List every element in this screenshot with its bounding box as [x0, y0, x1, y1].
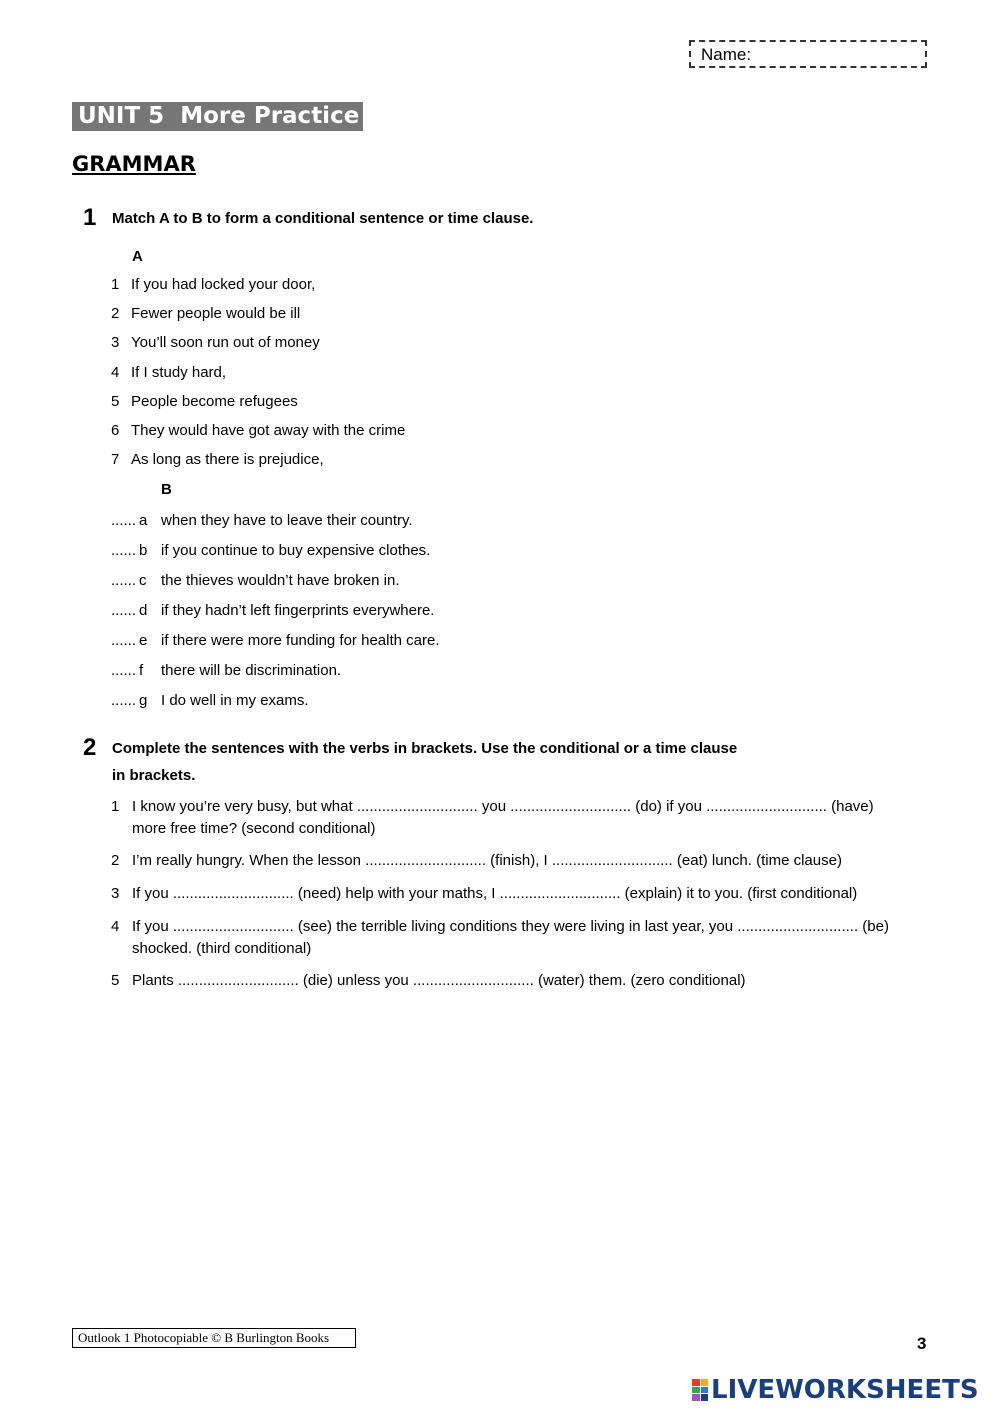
answer-blank[interactable]: ...... [111, 632, 137, 649]
item-text: If you ............................. (see) the terrible living conditions they were living in last year, you ............................. (be) shocked. (third conditional) [132, 918, 889, 957]
item-number: 1 [111, 798, 120, 815]
item-text: when they have to leave their country. [161, 512, 413, 529]
item-number: 3 [111, 334, 120, 351]
section-heading: GRAMMAR [72, 152, 196, 176]
item-text: if there were more funding for health care. [161, 632, 440, 649]
answer-blank[interactable]: ...... [111, 512, 137, 529]
sentence-item [111, 796, 901, 840]
answer-blank[interactable]: ...... [111, 662, 137, 679]
column-a-heading: A [132, 248, 143, 265]
item-number: 4 [111, 364, 120, 381]
item-number: 5 [111, 393, 120, 410]
item-text: I’m really hungry. When the lesson ............................. (finish), I ............................. (eat) lunch. (time clause) [132, 852, 842, 869]
item-text: If you ............................. (need) help with your maths, I ............................. (explain) it to you. (first conditional) [132, 885, 858, 902]
exercise-2-number: 2 [83, 734, 97, 761]
answer-blank[interactable]: ...... [111, 602, 137, 619]
item-text: the thieves wouldn’t have broken in. [161, 572, 400, 589]
item-number: 5 [111, 972, 120, 989]
exercise-2-instruction-line1: Complete the sentences with the verbs in brackets. Use the conditional or a time clause [112, 740, 738, 757]
item-text: People become refugees [131, 393, 298, 410]
item-text: if you continue to buy expensive clothes. [161, 542, 431, 559]
item-text: As long as there is prejudice, [131, 451, 324, 468]
exercise-1-number: 1 [83, 204, 97, 231]
item-number: 3 [111, 885, 120, 902]
item-text: Fewer people would be ill [131, 305, 301, 322]
item-text: Plants ............................. (die) unless you ............................. (water) them. (zero conditional) [132, 972, 746, 989]
answer-blank[interactable]: ...... [111, 542, 137, 559]
answer-blank[interactable]: ...... [111, 692, 137, 709]
sentence-item [111, 883, 901, 905]
item-number: 6 [111, 422, 120, 439]
unit-title: UNIT 5 More Practice [72, 102, 363, 131]
exercise-1-instruction: Match A to B to form a conditional sentence or time clause. [112, 210, 534, 227]
item-number: 2 [111, 852, 120, 869]
column-b-heading: B [161, 481, 172, 498]
item-text: If I study hard, [131, 364, 227, 381]
item-text: if they hadn’t left fingerprints everywhere. [161, 602, 435, 619]
item-letter: f [139, 662, 144, 679]
item-number: 7 [111, 451, 120, 468]
copyright-notice: Outlook 1 Photocopiable © B Burlington Books [72, 1328, 356, 1348]
item-letter: g [139, 692, 148, 709]
item-letter: c [139, 572, 147, 589]
item-letter: e [139, 632, 148, 649]
item-number: 4 [111, 918, 120, 935]
name-label: Name: [701, 45, 752, 64]
item-number: 2 [111, 305, 120, 322]
sentence-item [111, 916, 901, 960]
item-letter: b [139, 542, 148, 559]
item-text: You’ll soon run out of money [131, 334, 320, 351]
liveworksheets-logo[interactable] [692, 1374, 979, 1406]
item-text: I do well in my exams. [161, 692, 309, 709]
page-number: 3 [917, 1334, 927, 1353]
sentence-item [111, 850, 901, 872]
exercise-2-instruction-line2: in brackets. [112, 767, 196, 784]
sentence-item [111, 970, 901, 992]
item-letter: a [139, 512, 148, 529]
item-number: 1 [111, 276, 120, 293]
brand-name: LIVEWORKSHEETS [711, 1375, 979, 1405]
item-text: there will be discrimination. [161, 662, 342, 679]
item-text: They would have got away with the crime [131, 422, 406, 439]
item-text: If you had locked your door, [131, 276, 316, 293]
liveworksheets-icon [692, 1379, 708, 1401]
item-letter: d [139, 602, 148, 619]
item-text: I know you’re very busy, but what ............................. you ............................. (do) if you ............................. (have) more free time? (second conditional) [132, 798, 874, 837]
answer-blank[interactable]: ...... [111, 572, 137, 589]
name-field[interactable] [689, 40, 927, 68]
